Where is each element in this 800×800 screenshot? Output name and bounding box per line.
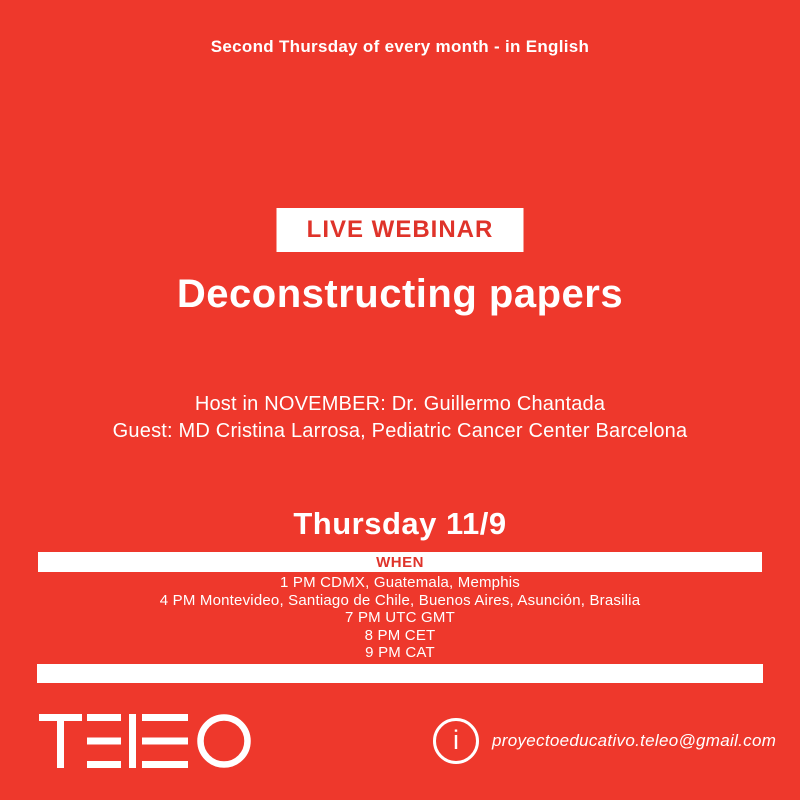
- host-line: Host in NOVEMBER: Dr. Guillermo Chantada: [194, 393, 606, 415]
- info-icon: [433, 718, 479, 764]
- guest-line: Guest: MD Cristina Larrosa, Pediatric Cancer Center Barcelona: [112, 420, 688, 442]
- info-icon-glyph: i: [453, 724, 459, 755]
- timezone-line: 4 PM Montevideo, Santiago de Chile, Buenos Aires, Asunción, Brasilia: [159, 591, 641, 609]
- teleo-logo: [39, 714, 251, 768]
- divider-bar: [37, 664, 763, 683]
- timezone-list: [0, 574, 800, 662]
- event-title: Deconstructing papers: [176, 272, 624, 316]
- when-bar: [38, 552, 762, 572]
- timezone-line: 8 PM CET: [364, 626, 436, 644]
- timezone-line: 1 PM CDMX, Guatemala, Memphis: [279, 574, 521, 591]
- recurrence-tagline: Second Thursday of every month - in English: [210, 37, 590, 56]
- timezone-line: 9 PM CAT: [365, 644, 435, 662]
- contact-email: proyectoeducativo.teleo@gmail.com: [492, 731, 777, 750]
- timezone-line: 7 PM UTC GMT: [345, 609, 455, 627]
- live-webinar-label: LIVE WEBINAR: [306, 216, 494, 243]
- contact-row: [433, 718, 776, 764]
- live-webinar-badge: [277, 208, 524, 252]
- speakers-block: [0, 391, 800, 445]
- when-label: WHEN: [376, 553, 424, 571]
- event-date: Thursday 11/9: [293, 506, 507, 541]
